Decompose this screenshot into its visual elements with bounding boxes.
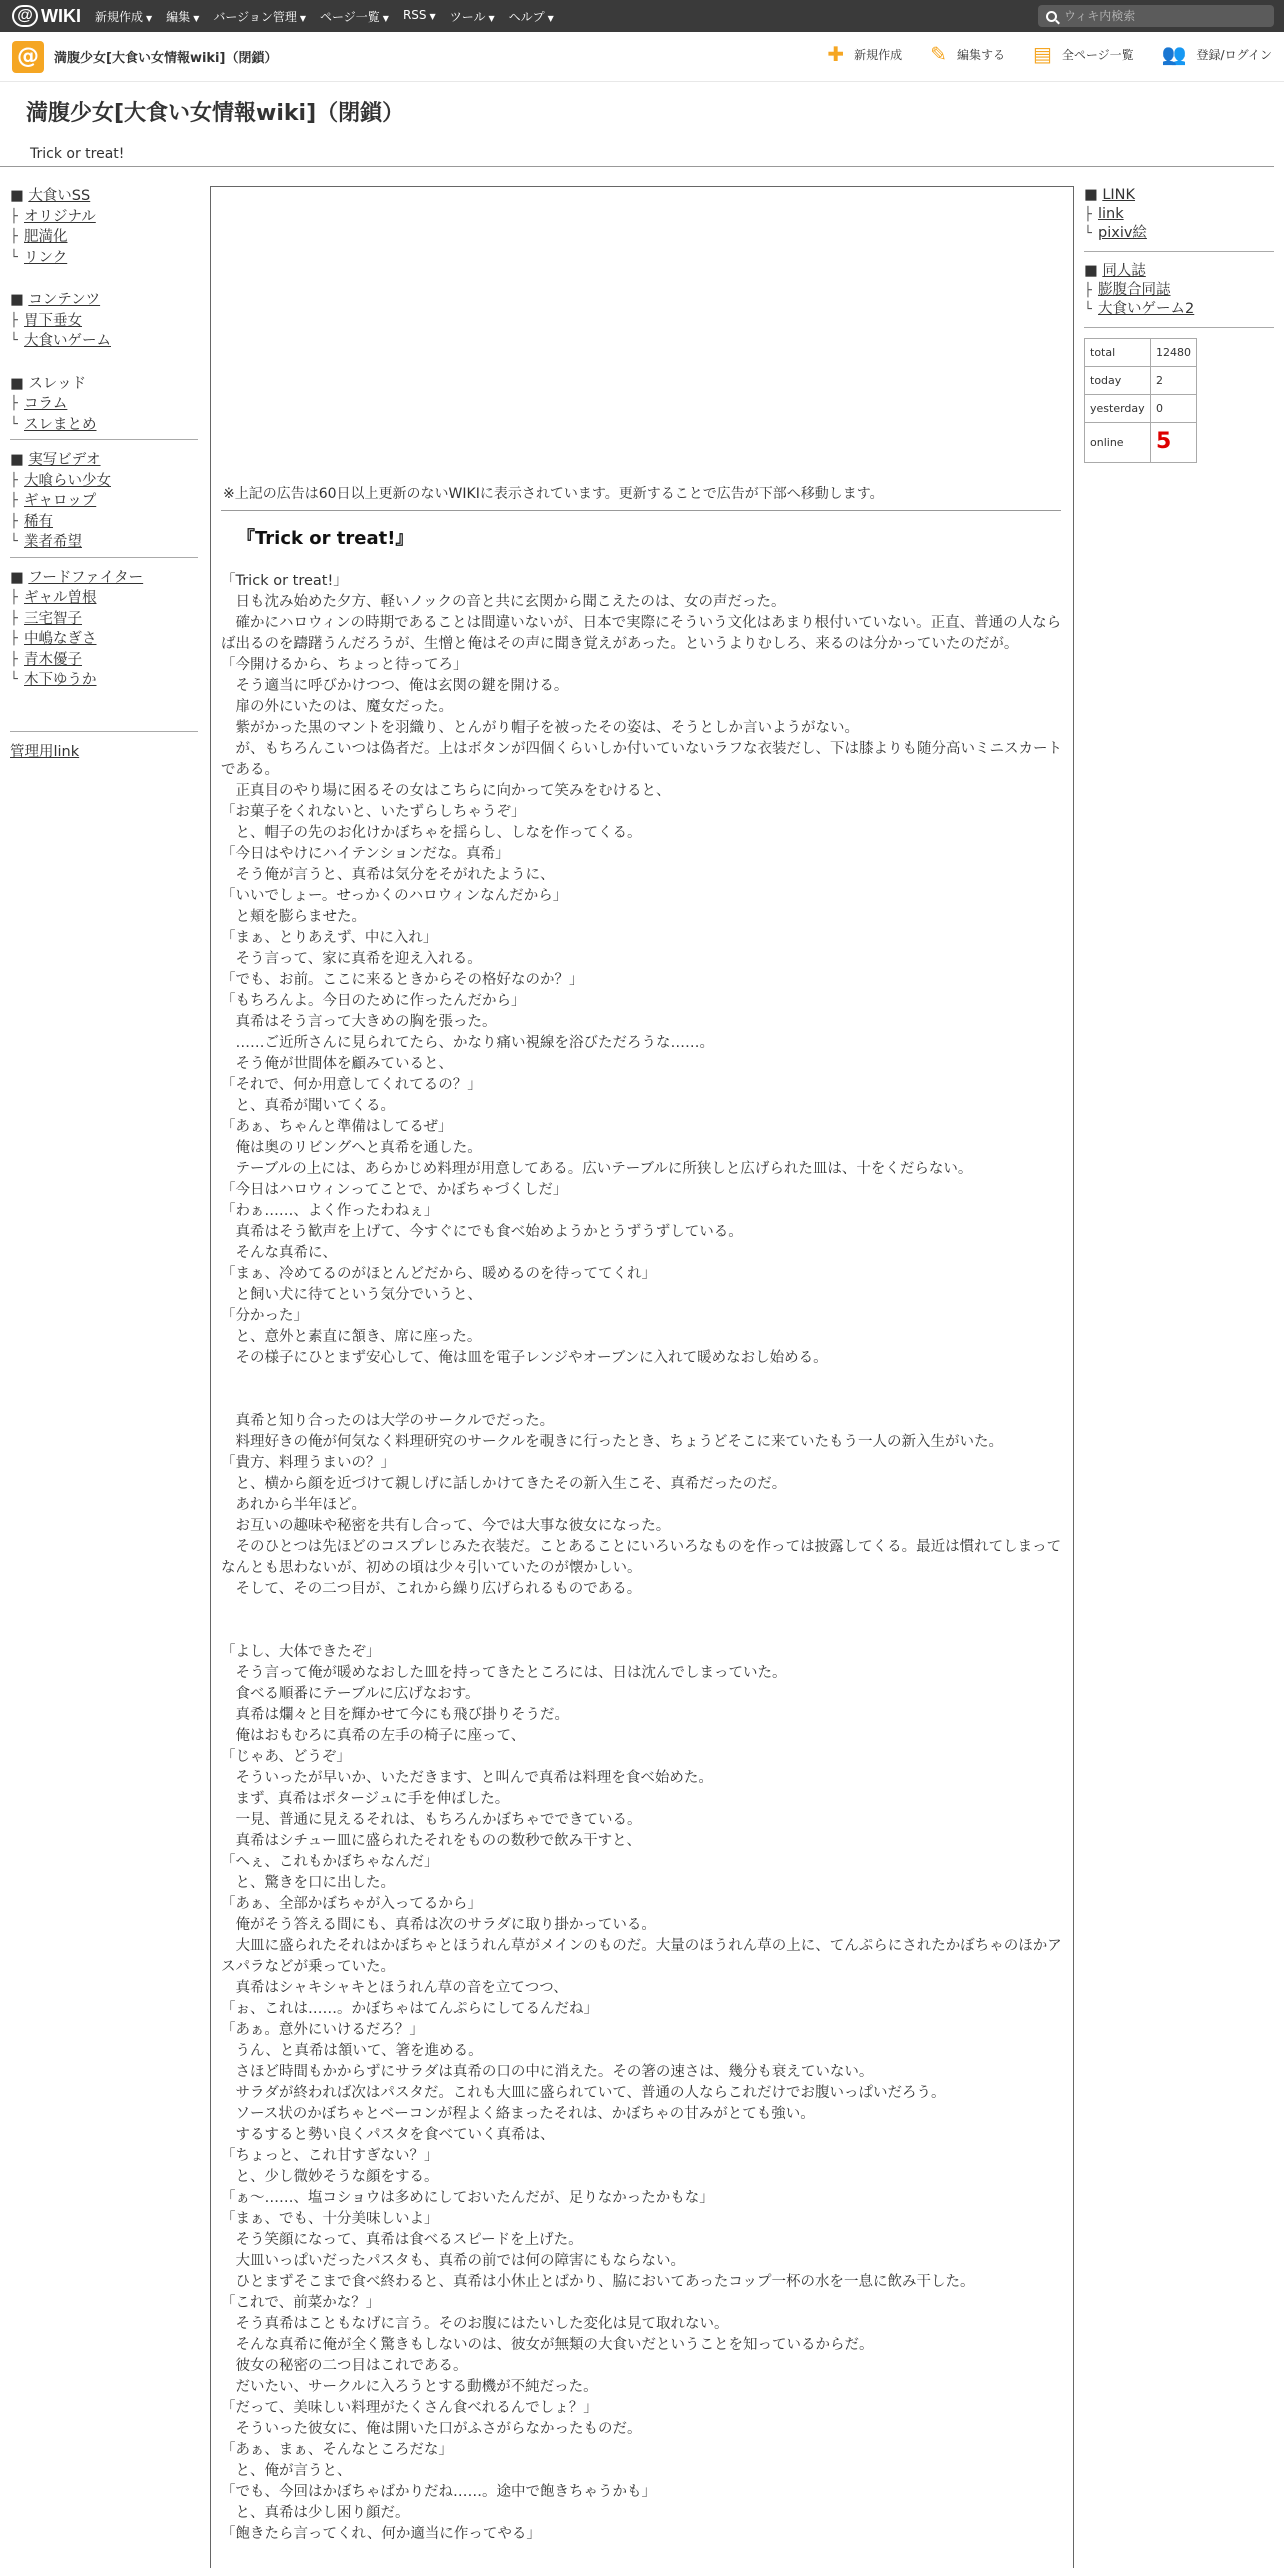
menu-link[interactable]: 胃下垂女: [24, 312, 82, 329]
story-paragraph: そして、その二つ目が、これから繰り広げられるものである。: [221, 1581, 642, 1597]
story-paragraph: と、俺が言うと、: [221, 2463, 352, 2479]
menu-link[interactable]: 稀有: [24, 513, 53, 530]
menu-group-foodfighter: ■ フードファイター ├ ギャル曽根 ├ 三宅智子 ├ 中嶋なぎさ ├ 青木優子 └ 木下ゆうか: [10, 568, 200, 691]
menu-new[interactable]: 新規作成 ▼: [95, 9, 153, 24]
story-paragraph: 「まぁ、とりあえず、中に入れ」: [221, 930, 438, 946]
menu-link[interactable]: 業者希望: [24, 534, 82, 550]
logo-text: WIKI: [41, 5, 81, 26]
menu-link[interactable]: 木下ゆうか: [24, 672, 97, 688]
counter-label: total: [1085, 339, 1151, 367]
search-box[interactable]: [1038, 5, 1274, 27]
story-paragraph: 紫がかった黒のマントを羽織り、とんがり帽子を被ったその姿は、そうとしか言いようがない。: [221, 720, 859, 736]
caret-down-icon: ▼: [146, 13, 153, 23]
story-body: [221, 571, 1067, 2545]
story-paragraph: そう俺が世間体を顧みていると、: [221, 1056, 453, 1072]
caret-down-icon: ▼: [193, 13, 200, 23]
story-paragraph: が、もちろんこいつは偽者だ。上はボタンが四個くらいしか付いていないラフな衣装だし、下は膝よりも随分高いミニスカートである。: [221, 741, 1062, 778]
counter-total: 12480: [1151, 339, 1197, 367]
menu-group-contents: ■ コンテンツ ├ 胃下垂女 └ 大食いゲーム: [10, 290, 200, 352]
caret-down-icon: ▼: [429, 11, 436, 21]
menu-link[interactable]: ギャル曽根: [24, 590, 97, 606]
counter-today: 2: [1151, 367, 1197, 395]
story-paragraph: 扉の外にいたのは、魔女だった。: [221, 699, 453, 715]
menu-link[interactable]: 中嶋なぎさ: [24, 631, 97, 647]
story-paragraph: 真希は爛々と目を輝かせて今にも飛び掛りそうだ。: [221, 1707, 569, 1723]
story-paragraph: そう真希はこともなげに言う。そのお腹にはたいした変化は見て取れない。: [221, 2316, 729, 2332]
story-paragraph: テーブルの上には、あらかじめ料理が用意してある。広いテーブルに所狭しと広げられた皿は、十をくだらない。: [221, 1161, 973, 1177]
story-paragraph: そう言って俺が暖めなおした皿を持ってきたところには、日は沈んでしまっていた。: [221, 1665, 787, 1681]
story-paragraph: と、真希は少し困り顔だ。: [221, 2505, 410, 2521]
menu-link[interactable]: 肥満化: [24, 229, 68, 245]
story-paragraph: 「あぁ、まぁ、そんなところだな」: [221, 2442, 453, 2458]
story-paragraph: サラダが終われば次はパスタだ。これも大皿に盛られていて、普通の人ならこれだけでお腹いっぱいだろう。: [221, 2085, 946, 2101]
story-paragraph: 「まぁ、でも、十分美味しいよ」: [221, 2211, 439, 2227]
menu-link[interactable]: 大食いゲーム2: [1098, 301, 1195, 317]
story-title: 『Trick or treat!』: [237, 528, 414, 549]
story-paragraph: 「まぁ、冷めてるのがほとんどだから、暖めるのを待っててくれ」: [221, 1266, 656, 1282]
edit-button[interactable]: ✎ 編集する: [930, 42, 1005, 66]
story-paragraph: 「お菓子をくれないと、いたずらしちゃうぞ」: [221, 804, 526, 820]
story-paragraph: 「だって、美味しい料理がたくさん食べれるんでしょ？」: [221, 2400, 598, 2416]
content-divider: [221, 510, 1061, 511]
menu-edit[interactable]: 編集 ▼: [166, 9, 200, 24]
story-paragraph: 彼女の秘密の二つ目はこれである。: [221, 2358, 468, 2374]
story-paragraph: あれから半年ほど。: [221, 1497, 366, 1513]
caret-down-icon: ▼: [547, 13, 554, 23]
story-paragraph: 「ぁ～……、塩コショウは多めにしておいたんだが、足りなかったかもな」: [221, 2190, 714, 2206]
at-logo-icon: @: [12, 5, 38, 27]
story-paragraph: そう適当に呼びかけつつ、俺は玄関の鍵を開ける。: [221, 678, 569, 694]
story-paragraph: ソース状のかぼちゃとベーコンが程よく絡まったそれは、かぼちゃの甘みがとても強い。: [221, 2106, 815, 2122]
story-paragraph: と、横から顔を近づけて親しげに話しかけてきたその新入生こそ、真希だったのだ。: [221, 1476, 787, 1492]
users-icon: 👥: [1161, 42, 1187, 66]
menu-group-ss: ■ 大食いSS ├ オリジナル ├ 肥満化 └ リンク: [10, 186, 200, 268]
story-paragraph: 真希はシチュー皿に盛られたそれをものの数秒で飲み干すと、: [221, 1833, 642, 1849]
story-paragraph: 「よし、大体できたぞ」: [221, 1644, 381, 1660]
story-paragraph: と頬を膨らませた。: [221, 909, 366, 925]
story-paragraph: [221, 1600, 1067, 1621]
story-paragraph: そのひとつは先ほどのコスプレじみた衣装だ。ことあることにいろいろなものを作っては披露してくる。最近は慣れてしまってなんとも思わないが、初めの頃は少々引いていたのが懐かしい。: [221, 1539, 1062, 1576]
story-paragraph: 俺がそう答える間にも、真希は次のサラダに取り掛かっている。: [221, 1917, 656, 1933]
caret-down-icon: ▼: [299, 13, 307, 23]
menu-link[interactable]: pixiv絵: [1098, 225, 1147, 241]
menu-link[interactable]: コラム: [24, 396, 68, 412]
counter-label: online: [1085, 423, 1151, 463]
menu-tools[interactable]: ツール ▼: [449, 9, 495, 24]
menu-divider: [10, 557, 198, 558]
story-paragraph: と、真希が聞いてくる。: [221, 1098, 395, 1114]
page-title: 満腹少女[大食い女情報wiki]（閉鎖）: [26, 101, 405, 126]
menu-link[interactable]: 膨腹合同誌: [1098, 282, 1171, 298]
menu-head-link[interactable]: 実写ビデオ: [28, 452, 101, 468]
login-button[interactable]: 👥 登録/ログイン: [1161, 42, 1272, 66]
menu-group-video: ■ 実写ビデオ ├ 大喰らい少女 ├ ギャロップ ├ 稀有 └ 業者希望: [10, 450, 200, 558]
story-paragraph: 「貴方、料理うまいの？」: [221, 1455, 395, 1471]
story-paragraph: 「わぁ……、よく作ったわねぇ」: [221, 1203, 439, 1219]
story-paragraph: 大皿いっぱいだったパスタも、真希の前では何の障害にもならない。: [221, 2253, 685, 2269]
story-paragraph: 食べる順番にテーブルに広げなおす。: [221, 1686, 480, 1702]
story-paragraph: そういったが早いか、いただきます、と叫んで真希は料理を食べ始めた。: [221, 1770, 713, 1786]
doujin-group: ■ 同人誌 ├ 膨腹合同誌 └ 大食いゲーム2: [1084, 262, 1274, 319]
story-paragraph: 俺は奥のリビングへと真希を通した。: [221, 1140, 482, 1156]
menu-version[interactable]: バージョン管理 ▼: [213, 9, 307, 24]
menu-divider: [10, 439, 198, 440]
story-paragraph: [221, 1621, 1067, 1642]
document-icon: ▤: [1032, 42, 1052, 66]
story-paragraph: その様子にひとまず安心して、俺は皿を電子レンジやオーブンに入れて暖めなおし始める。: [221, 1350, 828, 1366]
story-paragraph: と飼い犬に待てという気分でいうと、: [221, 1287, 482, 1303]
story-paragraph: 真希はそう言って大きめの胸を張った。: [221, 1014, 497, 1030]
menu-head-label: スレッド: [28, 375, 87, 392]
plus-icon: ✚: [827, 42, 845, 66]
story-paragraph: 「もちろんよ。今日のために作ったんだから」: [221, 993, 526, 1009]
story-paragraph: うん、と真希は頷いて、箸を進める。: [221, 2043, 483, 2059]
story-paragraph: そう言って、家に真希を迎え入れる。: [221, 951, 482, 967]
story-paragraph: 俺はおもむろに真希の左手の椅子に座って、: [221, 1728, 526, 1744]
story-paragraph: 「あぁ、全部かぼちゃが入ってるから」: [221, 1896, 482, 1912]
menu-group-threads: ■ スレッド ├ コラム └ スレまとめ: [10, 374, 200, 441]
story-paragraph: お互いの趣味や秘密を共有し合って、今では大事な彼女になった。: [221, 1518, 671, 1534]
link-group: ■ LINK ├ link └ pixiv絵: [1084, 186, 1274, 243]
counter-label: yesterday: [1085, 395, 1151, 423]
header-actions: [799, 44, 1272, 64]
story-paragraph: そういった彼女に、俺は開いた口がふさがらなかったものだ。: [221, 2421, 642, 2437]
counter-online: 5: [1151, 423, 1197, 463]
access-counter: [1084, 338, 1197, 463]
story-paragraph: 「飽きたら言ってくれ、何か適当に作ってやる」: [221, 2526, 541, 2542]
story-paragraph: そう俺が言うと、真希は気分をそがれたように、: [221, 867, 555, 883]
wiki-header: [0, 32, 1284, 82]
story-paragraph: と、少し微妙そうな顔をする。: [221, 2169, 439, 2185]
story-paragraph: まず、真希はポタージュに手を伸ばした。: [221, 1791, 510, 1807]
story-paragraph: 「ぉ、これは……。かぼちゃはてんぷらにしてるんだね」: [221, 2001, 598, 2017]
all-pages-button[interactable]: ▤ 全ページ一覧: [1032, 42, 1134, 66]
admin-link[interactable]: 管理用link: [10, 743, 80, 760]
pencil-icon: ✎: [930, 42, 947, 66]
story-paragraph: 「今日はやけにハイテンションだな。真希」: [221, 846, 510, 862]
story-paragraph: 真希と知り合ったのは大学のサークルでだった。: [221, 1413, 555, 1429]
story-paragraph: 「今開けるから、ちょっと待ってろ」: [221, 657, 468, 673]
search-icon[interactable]: [1046, 11, 1057, 22]
story-paragraph: と、驚きを口に出した。: [221, 1875, 395, 1891]
caret-down-icon: ▼: [488, 13, 495, 23]
new-page-button[interactable]: ✚ 新規作成: [827, 42, 903, 66]
menu-head-link[interactable]: 大食いSS: [28, 188, 91, 204]
story-paragraph: ……ご近所さんに見られてたら、かなり痛い視線を浴びただろうな……。: [221, 1035, 714, 1051]
main-content: [210, 186, 1074, 2568]
story-paragraph: そんな真希に、: [221, 1245, 337, 1261]
story-paragraph: 料理好きの俺が何気なく料理研究のサークルを覗きに行ったとき、ちょうどそこに来ていたもう一人の新入生がいた。: [221, 1434, 1003, 1450]
menu-divider: [10, 731, 198, 732]
menu-link[interactable]: 大食いゲーム: [24, 333, 111, 349]
wiki-name[interactable]: 満腹少女[大食い女情報wiki]（閉鎖）: [54, 51, 278, 66]
menu-link[interactable]: リンク: [24, 249, 68, 266]
menu-link[interactable]: オリジナル: [24, 208, 96, 225]
story-paragraph: 「でも、今回はかぼちゃばかりだね……。途中で飽きちゃうかも」: [221, 2484, 656, 2500]
story-paragraph: 一見、普通に見えるそれは、もちろんかぼちゃでできている。: [221, 1812, 642, 1828]
menu-head-link[interactable]: コンテンツ: [28, 292, 101, 308]
story-paragraph: そんな真希に俺が全く驚きもしないのは、彼女が無類の大食いだということを知っているからだ。: [221, 2337, 874, 2353]
menu-link[interactable]: ギャロップ: [24, 493, 97, 509]
story-paragraph: 大皿に盛られたそれはかぼちゃとほうれん草がメインのものだ。大量のほうれん草の上に、てんぷらにされたかぼちゃのほかアスパラなどが乗っていた。: [221, 1938, 1062, 1975]
wiki-at-icon[interactable]: @: [12, 41, 44, 73]
story-paragraph: そう笑顔になって、真希は食べるスピードを上げた。: [221, 2232, 583, 2248]
story-paragraph: 「あぁ、ちゃんと準備はしてるぜ」: [221, 1119, 453, 1135]
menu-head-link[interactable]: LINK: [1102, 187, 1136, 203]
search-input[interactable]: [1064, 9, 1264, 23]
story-paragraph: 「あぁ。意外にいけるだろ？」: [221, 2022, 424, 2038]
story-paragraph: 確かにハロウィンの時期であることは間違いないが、日本で実際にそういう文化はあまり根付いていない。正直、普通の人ならば出るのを躊躇うんだろうが、生憎と俺はその声に聞き覚えがあった。というよりむしろ、来るのは分かっていたのだが。: [221, 615, 1062, 652]
story-paragraph: と、意外と素直に頷き、席に座った。: [221, 1329, 482, 1345]
story-paragraph: さほど時間もかからずにサラダは真希の口の中に消えた。その箸の速さは、幾分も衰えていない。: [221, 2064, 874, 2080]
story-paragraph: 真希はシャキシャキとほうれん草の音を立てつつ、: [221, 1980, 568, 1996]
story-paragraph: 「今日はハロウィンってことで、かぼちゃづくしだ」: [221, 1182, 568, 1198]
story-paragraph: 「分かった」: [221, 1308, 308, 1324]
story-paragraph: 「じゃあ、どうぞ」: [221, 1749, 351, 1765]
story-paragraph: だいたい、サークルに入ろうとする動機が不純だった。: [221, 2379, 598, 2395]
top-menu: [95, 8, 568, 25]
story-paragraph: 日も沈み始めた夕方、軽いノックの音と共に玄関から聞こえたのは、女の声だった。: [221, 594, 786, 610]
story-paragraph: するすると勢い良くパスタを食べていく真希は、: [221, 2127, 555, 2143]
menu-pages[interactable]: ページ一覧 ▼: [320, 9, 389, 24]
menu-link[interactable]: link: [1098, 206, 1124, 222]
menu-link[interactable]: 大喰らい少女: [24, 472, 111, 489]
top-toolbar: [0, 0, 1284, 32]
counter-label: today: [1085, 367, 1151, 395]
ad-notice: ※上記の広告は60日以上更新のないWIKIに表示されています。更新することで広告が下部へ移動します。: [223, 486, 884, 502]
story-paragraph: 「いいでしょー。せっかくのハロウィンなんだから」: [221, 888, 568, 904]
story-paragraph: 「Trick or treat!」: [221, 573, 348, 589]
menu-link[interactable]: 三宅智子: [24, 610, 82, 627]
story-paragraph: 「それで、何か用意してくれてるの？」: [221, 1077, 482, 1093]
title-divider: [0, 166, 1274, 167]
caret-down-icon: ▼: [382, 13, 389, 23]
story-paragraph: と、帽子の先のお化けかぼちゃを揺らし、しなを作ってくる。: [221, 825, 642, 841]
story-paragraph: 正真目のやり場に困るその女はこちらに向かって笑みをむけると、: [221, 783, 671, 799]
story-paragraph: 真希はそう歓声を上げて、今すぐにでも食べ始めようかとうずうずしている。: [221, 1224, 743, 1240]
counter-yesterday: 0: [1151, 395, 1197, 423]
story-paragraph: 「ちょっと、これ甘すぎない？」: [221, 2148, 439, 2164]
page-subtitle: Trick or treat!: [30, 146, 125, 162]
left-menu: [10, 186, 200, 762]
menu-rss[interactable]: RSS ▼: [402, 7, 436, 22]
story-paragraph: 「これで、前菜かな？」: [221, 2295, 381, 2311]
menu-link[interactable]: 青木優子: [24, 651, 82, 668]
right-menu: [1084, 186, 1274, 463]
menu-divider: [1084, 251, 1274, 252]
story-paragraph: 「でも、お前。ここに来るときからその格好なのか？」: [221, 972, 584, 988]
story-paragraph: [221, 1390, 1067, 1411]
wiki-logo[interactable]: [12, 5, 81, 27]
story-paragraph: ひとまずそこまで食べ終わると、真希は小休止とばかり、脇においてあったコップ一杯の水を一息に飲み干した。: [221, 2274, 975, 2290]
menu-head-link[interactable]: フードファイター: [28, 569, 144, 586]
menu-help[interactable]: ヘルプ ▼: [508, 9, 554, 24]
menu-link[interactable]: スレまとめ: [24, 416, 97, 433]
story-paragraph: [221, 1369, 1067, 1390]
menu-head-link[interactable]: 同人誌: [1102, 263, 1146, 279]
menu-divider: [1084, 327, 1274, 328]
story-paragraph: 「へぇ、これもかぼちゃなんだ」: [221, 1854, 439, 1870]
